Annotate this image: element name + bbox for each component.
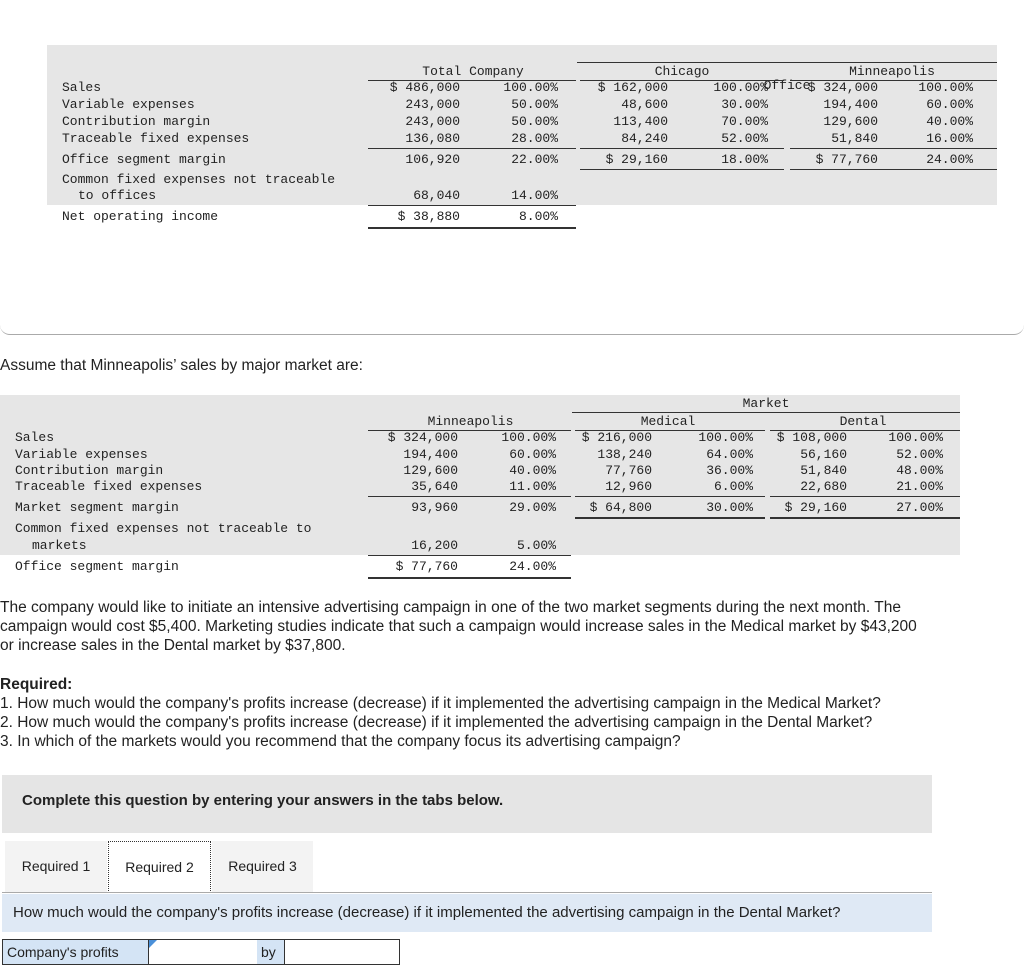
col-header-total: Total Company [422,64,524,79]
instruction-banner [2,775,932,833]
assume-text: Assume that Minneapolis’ sales by major market are: [0,357,363,374]
card-divider [0,300,1024,335]
tab-required-3[interactable]: Required 3 [212,841,313,892]
company-profits-select[interactable] [148,940,258,964]
col-header-minneapolis-2: Minneapolis [427,414,514,429]
by-label: by [257,940,285,964]
tab-required-1[interactable]: Required 1 [5,841,107,892]
col-header-chicago: Chicago [654,64,710,79]
answer-row [2,939,400,965]
tab-question-text: How much would the company's profits increase (decrease) if it implemented the advertising campaign in the Dental Market? [13,904,841,921]
required-q1: 1. How much would the company's profits increase (decrease) if it implemented the advertising campaign in the Medical Market? [0,695,881,712]
office-group-header: Office [763,78,811,93]
tab-question-bar [2,894,932,932]
required-q2: 2. How much would the company's profits increase (decrease) if it implemented the advertising campaign in the Dental Market? [0,714,873,731]
campaign-text: The company would like to initiate an intensive advertising campaign in one of the two market segments during the next month. The campaign would cost $5,400. Marketing studies indicate that such a campaign would increase sales in the Medical market by $43,200 or increase sales in the Dental market by $37,800. [0,599,917,654]
instruction-text: Complete this question by entering your answers in the tabs below. [22,792,504,809]
company-profits-label: Company's profits [3,940,148,964]
required-q3: 3. In which of the markets would you recommend that the company focus its advertising campaign? [0,733,681,750]
required-heading: Required: [0,676,73,693]
dropdown-indicator-icon [149,940,157,948]
market-group-header: Market [742,396,790,411]
required-section [0,675,1024,751]
col-header-medical: Medical [640,414,696,429]
tab-required-2[interactable]: Required 2 [108,841,211,893]
col-header-dental: Dental [839,414,887,429]
col-header-minneapolis: Minneapolis [849,64,935,79]
profits-amount-input[interactable] [286,940,399,964]
